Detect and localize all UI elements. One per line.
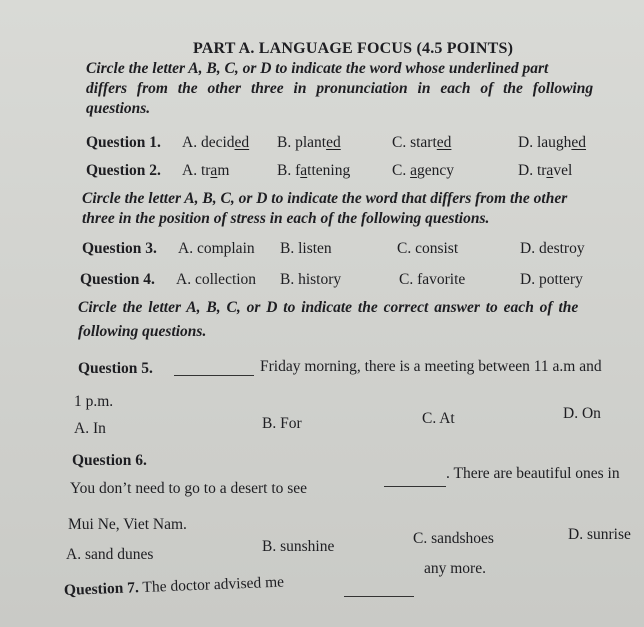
q5-option-c[interactable]: C. At: [422, 410, 455, 427]
q2-option-b[interactable]: B. fattening: [277, 162, 351, 179]
question-1-label: Question 1.: [86, 134, 161, 151]
q6-answer-blank[interactable]: [384, 474, 446, 487]
instruction-line: three in the position of stress in each of the following questions.: [82, 210, 490, 227]
question-6-label: Question 6.: [72, 452, 147, 469]
q4-option-b[interactable]: B. history: [280, 271, 342, 288]
q3-option-a[interactable]: A. complain: [178, 240, 255, 257]
q3-option-b[interactable]: B. listen: [280, 240, 332, 257]
q5-option-a[interactable]: A. In: [74, 420, 106, 437]
q5-answer-blank[interactable]: [174, 362, 254, 376]
q5-text: Friday morning, there is a meeting between 11 a.m and: [260, 358, 602, 375]
q4-option-d[interactable]: D. pottery: [520, 271, 583, 288]
q6-option-b[interactable]: B. sunshine: [262, 538, 335, 555]
instruction-line: following questions.: [78, 323, 207, 340]
q5-option-b[interactable]: B. For: [262, 415, 302, 432]
q6-text-continued: Mui Ne, Viet Nam.: [68, 516, 187, 533]
question-7-row: [64, 574, 285, 600]
q2-option-a[interactable]: A. tram: [182, 162, 230, 179]
question-7-label: Question 7.: [63, 579, 140, 599]
q7-text-after: any more.: [424, 560, 486, 577]
q6-text-before: You don’t need to go to a desert to see: [70, 480, 308, 497]
q7-answer-blank[interactable]: [344, 586, 414, 597]
q3-option-d[interactable]: D. destroy: [520, 240, 585, 257]
q2-option-d[interactable]: D. travel: [518, 162, 573, 179]
instruction-line: questions.: [86, 100, 151, 117]
q6-text-after: . There are beautiful ones in: [446, 465, 620, 482]
section-title: PART A. LANGUAGE FOCUS (4.5 POINTS): [193, 40, 514, 57]
q5-option-d[interactable]: D. On: [563, 405, 601, 422]
instruction-line: differs from the other three in pronunciation in each of the following: [86, 80, 594, 97]
question-2-label: Question 2.: [86, 162, 161, 179]
q1-option-d[interactable]: D. laughed: [518, 134, 587, 151]
q1-option-a[interactable]: A. decided: [182, 134, 250, 151]
q6-option-a[interactable]: A. sand dunes: [66, 546, 154, 563]
q2-option-c[interactable]: C. agency: [392, 162, 454, 179]
question-3-label: Question 3.: [82, 240, 157, 257]
instruction-line: Circle the letter A, B, C, or D to indicate the word that differs from the other: [82, 190, 568, 207]
q1-option-c[interactable]: C. started: [392, 134, 452, 151]
q5-text-continued: 1 p.m.: [74, 393, 114, 410]
q3-option-c[interactable]: C. consist: [397, 240, 459, 257]
question-4-label: Question 4.: [80, 271, 155, 288]
instruction-line: Circle the letter A, B, C, or D to indicate the word whose underlined part: [86, 60, 549, 77]
q6-option-d[interactable]: D. sunrise: [568, 526, 631, 543]
q1-option-b[interactable]: B. planted: [277, 134, 341, 151]
q4-option-c[interactable]: C. favorite: [399, 271, 466, 288]
q6-option-c[interactable]: C. sandshoes: [413, 530, 494, 547]
question-5-label: Question 5.: [78, 360, 153, 377]
q7-text-before: The doctor advised me: [142, 573, 285, 596]
instruction-line: Circle the letter A, B, C, or D to indicate the correct answer to each of the: [78, 299, 579, 316]
q4-option-a[interactable]: A. collection: [176, 271, 257, 288]
